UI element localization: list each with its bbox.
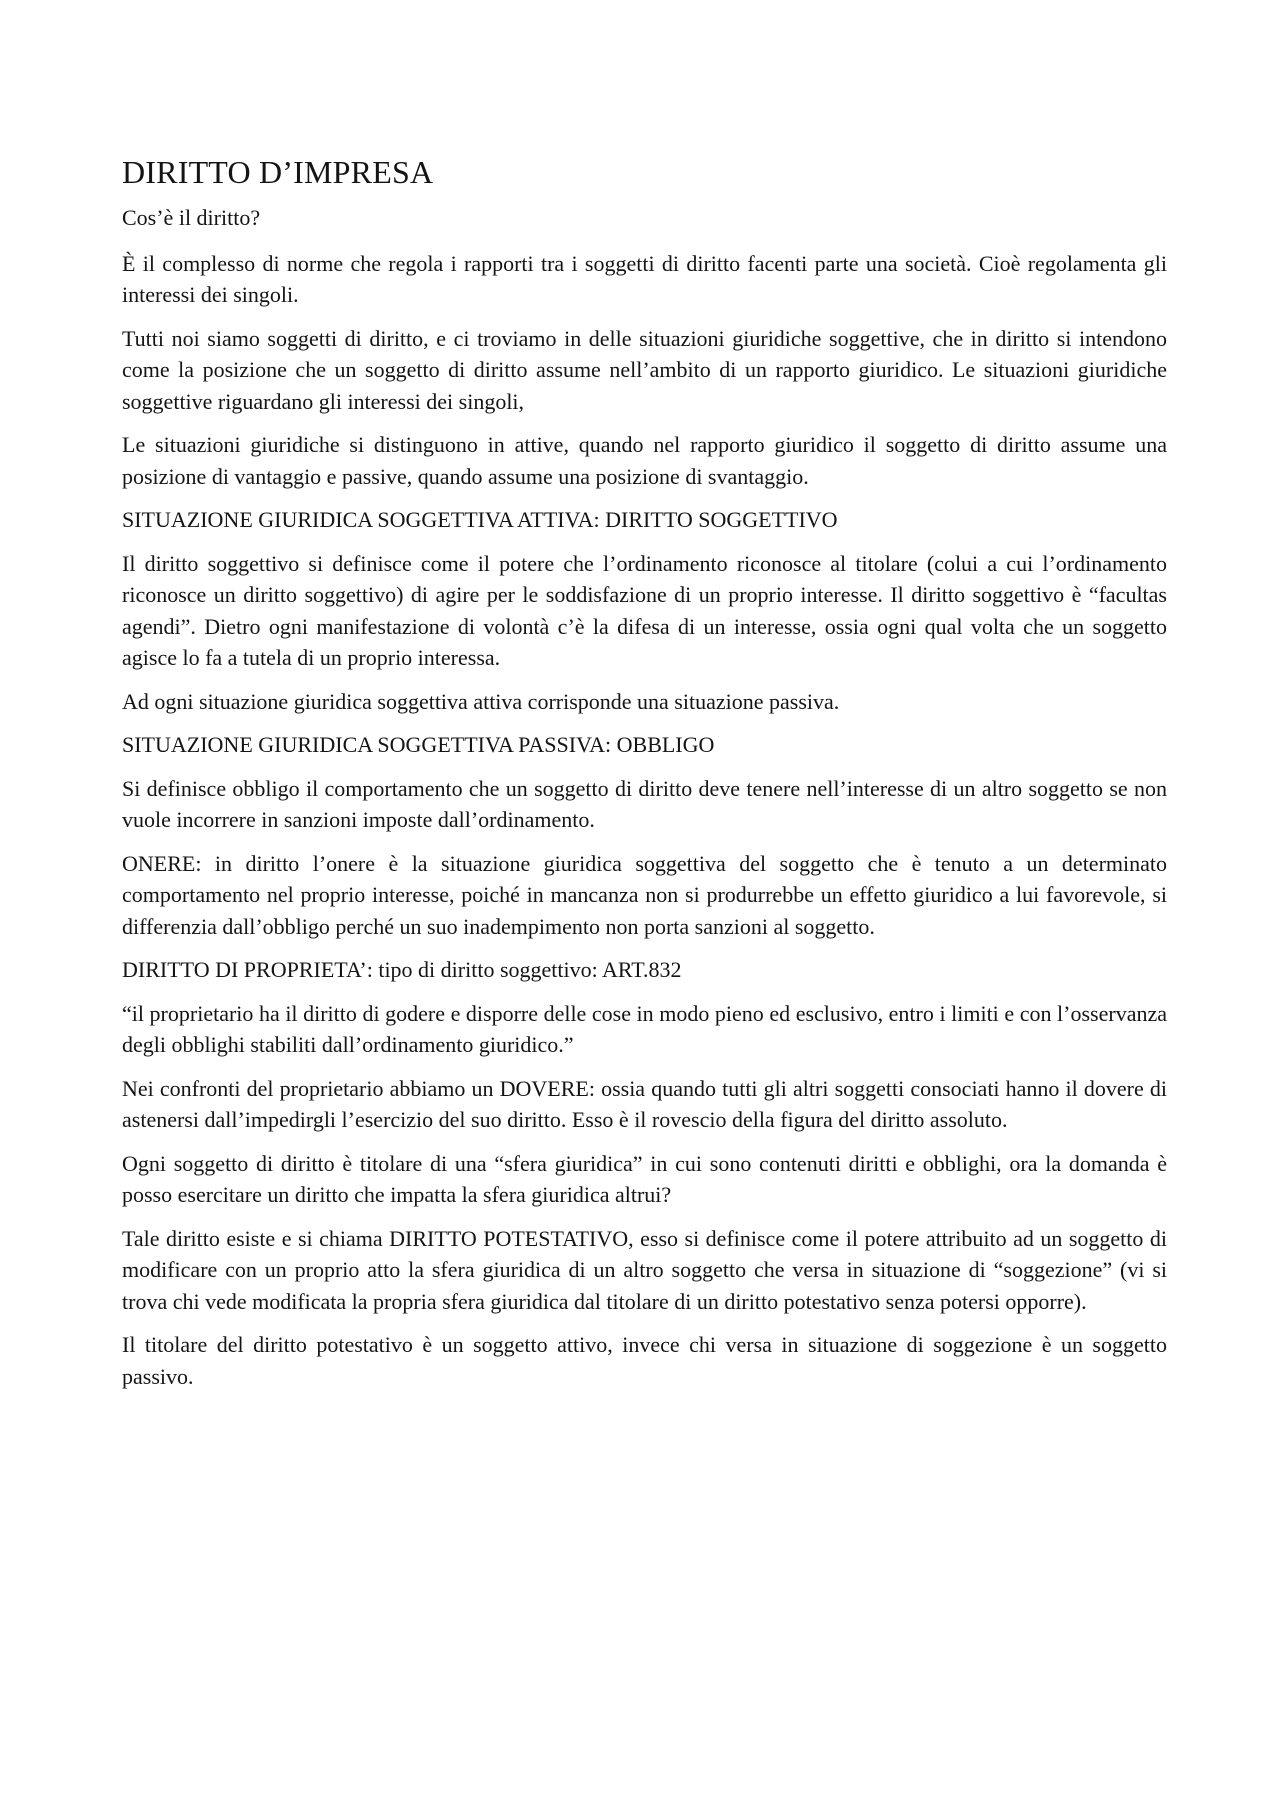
paragraph-obbligo: Si definisce obbligo il comportamento che un soggetto di diritto deve tenere nell’interesse di un altro soggetto se non vuole incorrere in sanzioni imposte dall’ordinamento. bbox=[122, 775, 1167, 832]
section-heading-attiva: SITUAZIONE GIURIDICA SOGGETTIVA ATTIVA: DIRITTO SOGGETTIVO bbox=[122, 507, 838, 532]
paragraph-art-832-quote: “il proprietario ha il diritto di godere e disporre delle cose in modo pieno ed esclusivo, entro i limiti e con l’osservanza degli obblighi stabiliti dall’ordinamento giuridico.” bbox=[122, 1000, 1167, 1057]
paragraph-diritto-potestativo: Tale diritto esiste e si chiama DIRITTO POTESTATIVO, esso si definisce come il potere attribuito ad un soggetto di modificare con un proprio atto la sfera giuridica di un altro soggetto che versa in situazione di “soggezione” (vi si trova chi vede modificata la propria sfera giuridica dal titolare di un diritto potestativo senza potersi opporre). bbox=[122, 1225, 1167, 1314]
paragraph-diritto-soggettivo: Il diritto soggettivo si definisce come il potere che l’ordinamento riconosce al titolare (colui a cui l’ordinamento riconosce un diritto soggettivo) di agire per le soddisfazione di un proprio interesse. Il diritto soggettivo è “facultas agendi”. Dietro ogni manifestazione di volontà c’è la difesa di un interesse, ossia ogni qual volta che un soggetto agisce lo fa a tutela di un proprio interessa. bbox=[122, 550, 1167, 670]
paragraph-onere: ONERE: in diritto l’onere è la situazione giuridica soggettiva del soggetto che è tenuto a un determinato comportamento nel proprio interesse, poiché in mancanza non si produrrebbe un effetto giuridico a lui favorevole, si differenzia dall’obbligo perché un suo inadempimento non porta sanzioni al soggetto. bbox=[122, 850, 1167, 939]
document-page bbox=[122, 152, 1167, 1404]
paragraph-corrispondenza: Ad ogni situazione giuridica soggettiva attiva corrisponde una situazione passiva. bbox=[122, 688, 840, 714]
paragraph-situazioni: Tutti noi siamo soggetti di diritto, e ci troviamo in delle situazioni giuridiche soggettive, che in diritto si intendono come la posizione che un soggetto di diritto assume nell’ambito di un rapporto giuridico. Le situazioni giuridiche soggettive riguardano gli interessi dei singoli, bbox=[122, 325, 1167, 414]
document-title: DIRITTO D’IMPRESA bbox=[122, 154, 434, 190]
paragraph-attive-passive: Le situazioni giuridiche si distinguono in attive, quando nel rapporto giuridico il soggetto di diritto assume una posizione di vantaggio e passive, quando assume una posizione di svantaggio. bbox=[122, 432, 1167, 489]
paragraph-titolare: Il titolare del diritto potestativo è un soggetto attivo, invece chi versa in situazione di soggezione è un soggetto passivo. bbox=[122, 1332, 1167, 1389]
section-heading-passiva: SITUAZIONE GIURIDICA SOGGETTIVA PASSIVA: OBBLIGO bbox=[122, 732, 715, 757]
paragraph-sfera-giuridica: Ogni soggetto di diritto è titolare di una “sfera giuridica” in cui sono contenuti diritti e obblighi, ora la domanda è posso esercitare un diritto che impatta la sfera giuridica altrui? bbox=[122, 1150, 1167, 1207]
paragraph-definition: È il complesso di norme che regola i rapporti tra i soggetti di diritto facenti parte una società. Cioè regolamenta gli interessi dei singoli. bbox=[122, 250, 1167, 307]
paragraph-dovere: Nei confronti del proprietario abbiamo un DOVERE: ossia quando tutti gli altri soggetti consociati hanno il dovere di astenersi dall’impedirgli l’esercizio del suo diritto. Esso è il rovescio della figura del diritto assoluto. bbox=[122, 1075, 1167, 1132]
section-heading-proprieta: DIRITTO DI PROPRIETA’: tipo di diritto soggettivo: ART.832 bbox=[122, 957, 682, 982]
question-line: Cos’è il diritto? bbox=[122, 205, 261, 230]
